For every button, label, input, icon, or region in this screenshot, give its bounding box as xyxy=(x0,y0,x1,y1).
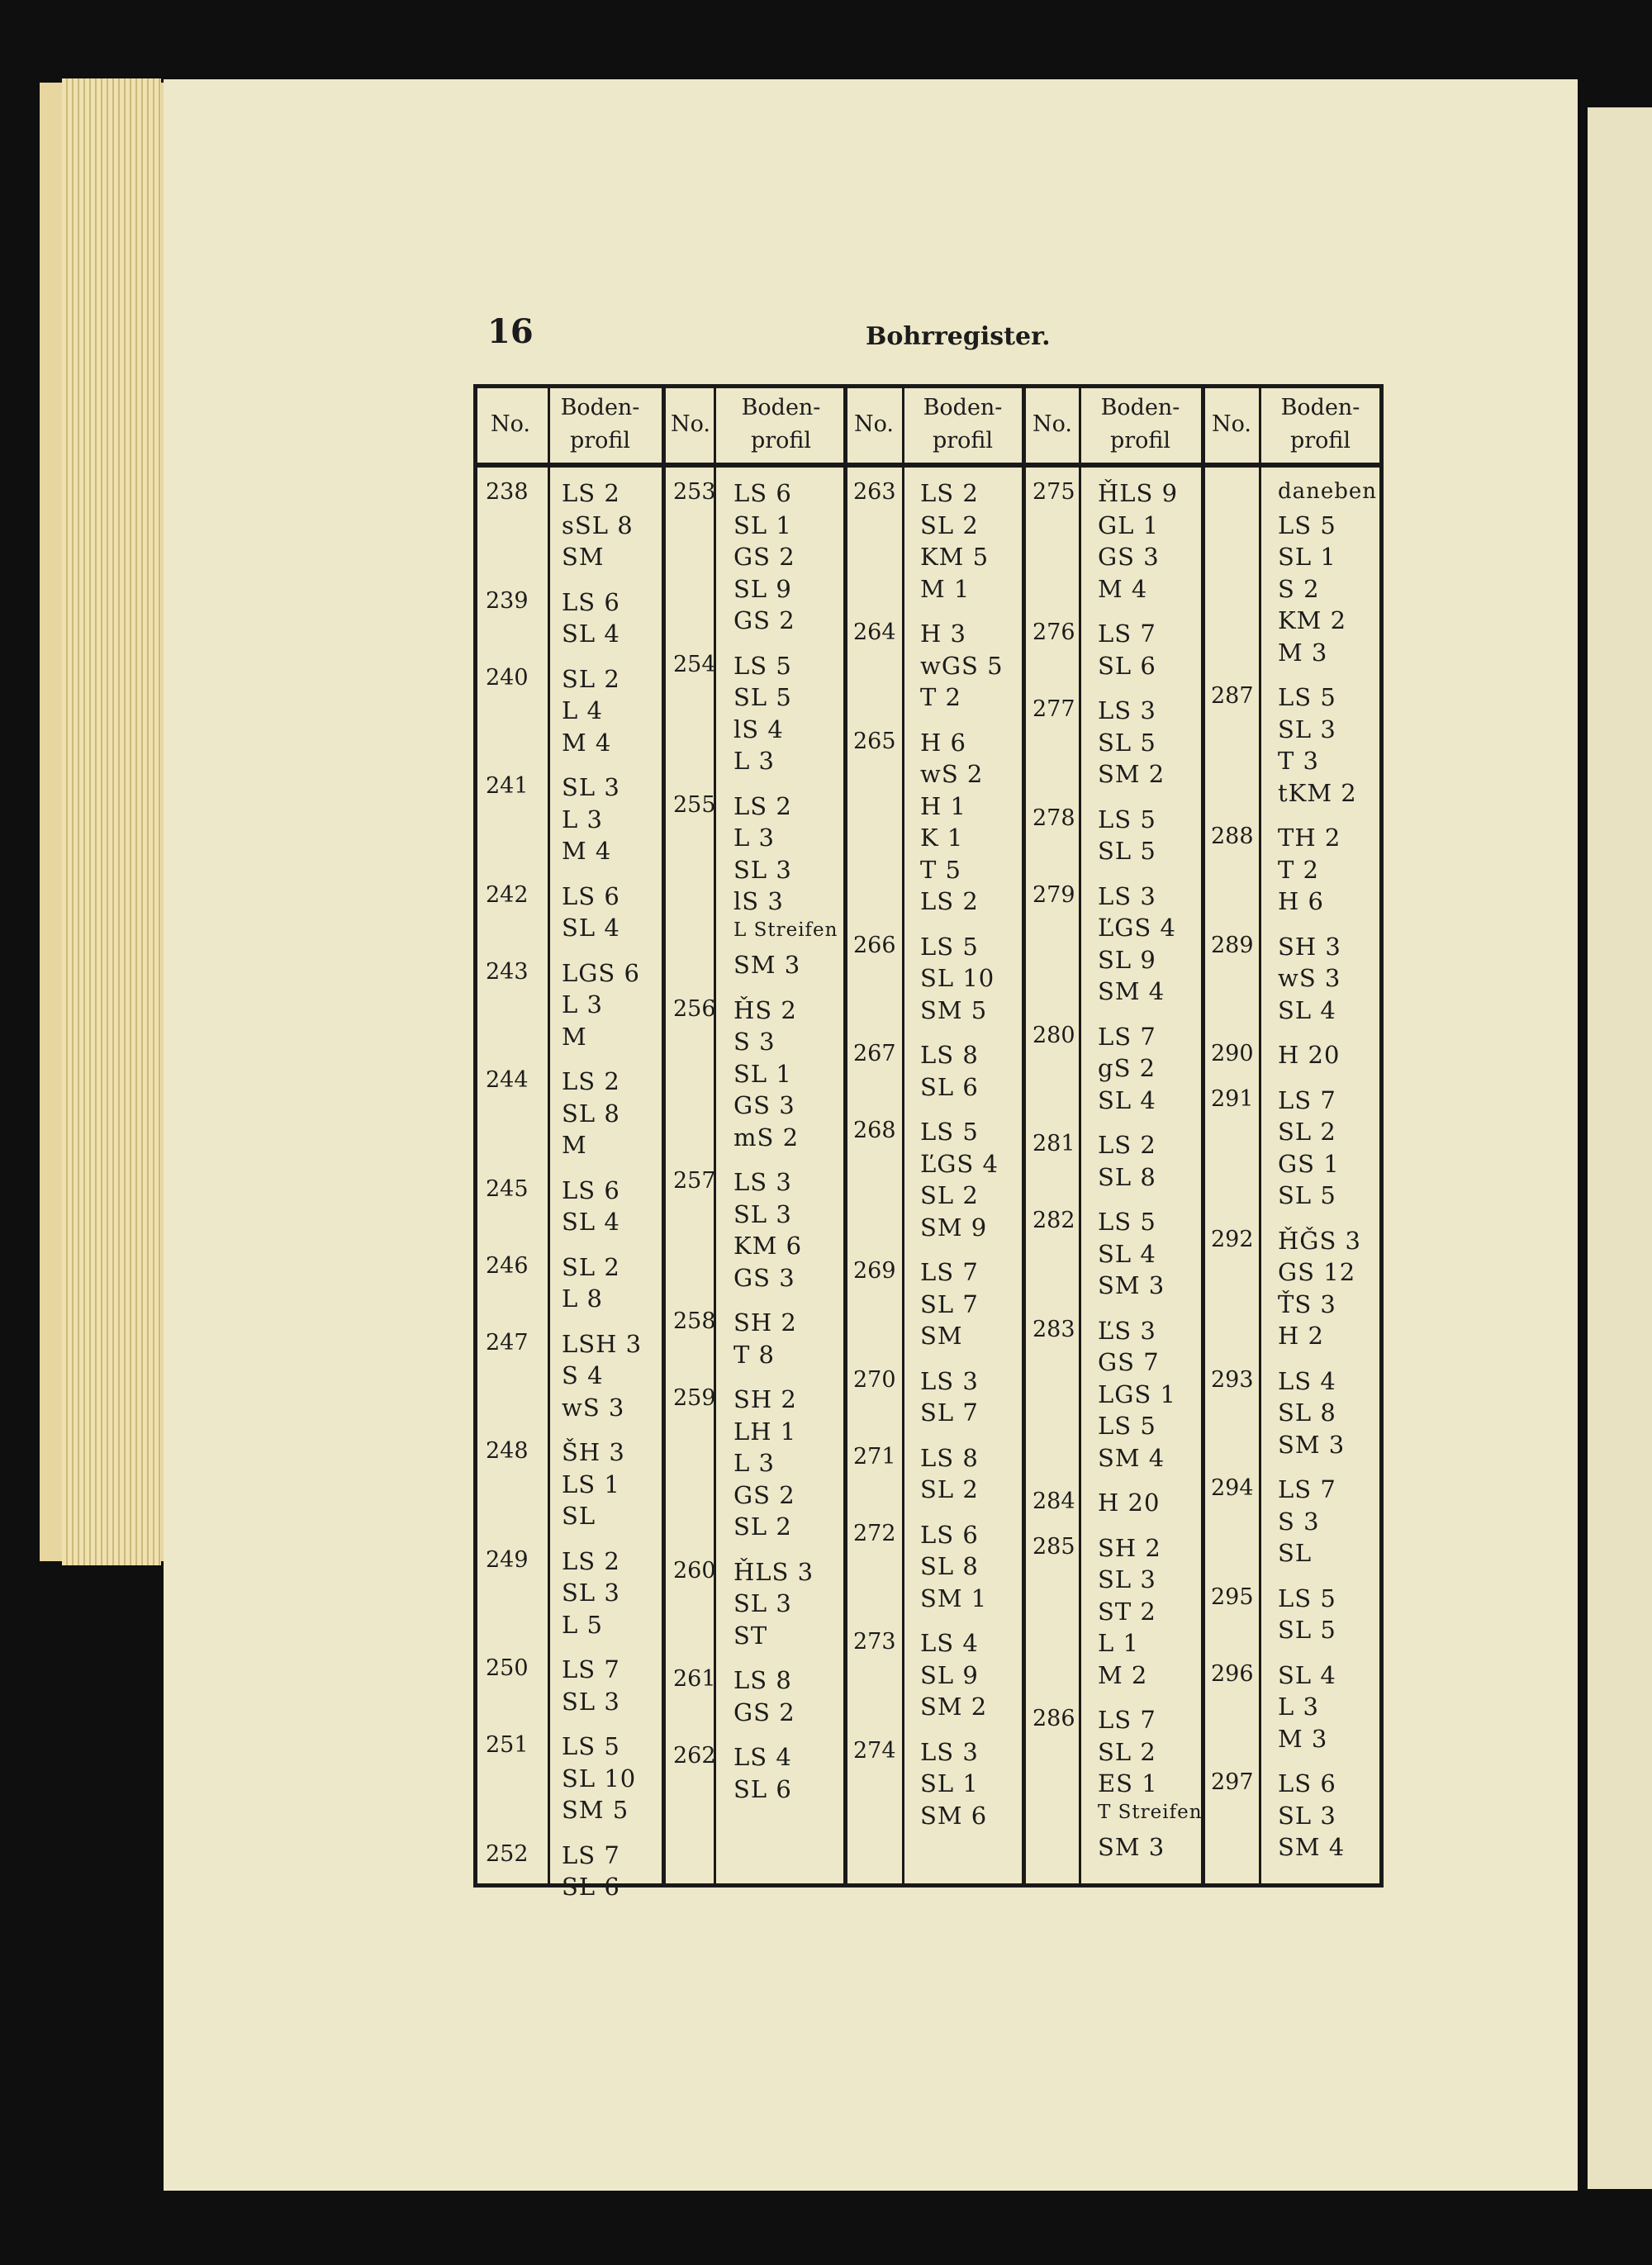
profile-layer: lS 3 xyxy=(733,887,784,915)
profile-layer: LS 2 xyxy=(562,1546,620,1575)
profile-layer: SL 5 xyxy=(1278,1181,1336,1209)
boring-number: 244 xyxy=(486,1067,529,1093)
boring-number: 297 xyxy=(1211,1769,1254,1795)
profile-layer: daneben xyxy=(1278,479,1378,504)
boring-number: 291 xyxy=(1211,1085,1254,1112)
profile-layer: ST xyxy=(733,1621,768,1650)
profile-layer: SL 1 xyxy=(1278,543,1336,571)
profile-layer: T 5 xyxy=(920,855,962,884)
profile-layer: SL 4 xyxy=(1098,1239,1156,1268)
header-no: No. xyxy=(1032,411,1072,437)
profile-layer: LS 5 xyxy=(920,932,979,961)
boring-number: 267 xyxy=(853,1041,896,1066)
page-edges xyxy=(62,78,161,1565)
profile-layer: KM 5 xyxy=(920,543,990,571)
profile-layer: LS 5 xyxy=(1278,683,1336,711)
profile-layer: SM 2 xyxy=(920,1693,988,1721)
profile-layer: H 6 xyxy=(920,728,966,757)
boring-number: 251 xyxy=(486,1732,529,1758)
profile-layer: SL 9 xyxy=(733,574,792,603)
profile-layer: SL 6 xyxy=(920,1072,979,1101)
profile-layer: LS 4 xyxy=(733,1743,792,1771)
profile-layer: SL 2 xyxy=(920,510,979,539)
profile-layer: L 3 xyxy=(562,805,603,833)
profile-layer: SL 4 xyxy=(562,620,620,648)
profile-layer: LS 2 xyxy=(920,479,979,507)
boring-number: 296 xyxy=(1211,1660,1254,1687)
boring-number: 258 xyxy=(673,1308,716,1334)
boring-number: 262 xyxy=(673,1743,716,1769)
profile-layer: LGS 1 xyxy=(1098,1379,1176,1408)
profile-layer: wS 2 xyxy=(920,760,984,788)
boring-number: 288 xyxy=(1211,824,1254,849)
boring-number: 238 xyxy=(486,479,529,505)
boring-number: 264 xyxy=(853,620,896,645)
profile-layer: KM 6 xyxy=(733,1232,803,1260)
profile-layer: LS 3 xyxy=(1098,881,1156,910)
profile-layer: LS 2 xyxy=(920,887,979,915)
profile-layer: tKM 2 xyxy=(1278,778,1357,807)
profile-layer: wS 3 xyxy=(562,1393,625,1422)
profile-layer: SL 9 xyxy=(920,1660,979,1689)
boring-number: 292 xyxy=(1211,1226,1254,1252)
profile-layer: GL 1 xyxy=(1098,510,1160,539)
profile-layer: H 20 xyxy=(1278,1041,1341,1069)
column-rule xyxy=(1022,388,1026,1883)
profile-layer: GS 2 xyxy=(733,543,795,571)
profile-layer: SL 5 xyxy=(1098,837,1156,865)
profile-layer: K 1 xyxy=(920,824,964,852)
header-no: No. xyxy=(854,411,894,437)
profile-layer: SM 2 xyxy=(1098,760,1165,788)
boring-number: 283 xyxy=(1032,1316,1075,1342)
profile-layer: GS 2 xyxy=(733,1480,795,1509)
column-rule xyxy=(714,388,716,1883)
boring-number: 287 xyxy=(1211,683,1254,709)
boring-number: 273 xyxy=(853,1629,896,1655)
profile-layer: LS 6 xyxy=(1278,1769,1336,1797)
boring-number: 259 xyxy=(673,1385,716,1411)
profile-layer: LS 2 xyxy=(562,479,620,507)
profile-layer: LS 6 xyxy=(562,587,620,616)
header-rule xyxy=(473,463,1384,468)
boring-number: 263 xyxy=(853,479,896,505)
profile-layer: ES 1 xyxy=(1098,1769,1158,1797)
profile-layer: SL xyxy=(1278,1539,1313,1567)
boring-number: 254 xyxy=(673,651,716,677)
profile-layer: SL 2 xyxy=(1278,1118,1336,1146)
profile-layer: SL 2 xyxy=(920,1181,979,1209)
profile-layer: SL 6 xyxy=(1098,651,1156,680)
boring-number: 266 xyxy=(853,932,896,958)
page-number: 16 xyxy=(487,312,534,351)
boring-number: 271 xyxy=(853,1443,896,1470)
boring-number: 290 xyxy=(1211,1041,1254,1066)
boring-number: 279 xyxy=(1032,881,1075,908)
profile-layer: ST 2 xyxy=(1098,1597,1156,1626)
boring-number: 284 xyxy=(1032,1489,1075,1514)
profile-layer: SL 3 xyxy=(562,1579,620,1607)
boring-number: 255 xyxy=(673,791,716,818)
profile-layer: SM 6 xyxy=(920,1801,988,1830)
profile-layer: SL 5 xyxy=(1278,1616,1336,1644)
boring-number: 277 xyxy=(1032,696,1075,722)
profile-layer: SM 4 xyxy=(1098,977,1165,1005)
profile-layer: GS 3 xyxy=(1098,543,1160,571)
profile-layer: LS 7 xyxy=(1278,1475,1336,1503)
profile-layer: LS 3 xyxy=(733,1168,792,1196)
profile-layer: LS 7 xyxy=(1098,620,1156,648)
profile-layer: LS 5 xyxy=(920,1118,979,1146)
profile-layer: LS 8 xyxy=(733,1666,792,1694)
profile-layer: LS 5 xyxy=(1098,1412,1156,1440)
profile-layer: S 3 xyxy=(733,1028,776,1056)
profile-layer: SL 4 xyxy=(562,914,620,942)
boring-number: 250 xyxy=(486,1655,529,1681)
profile-layer: LS 2 xyxy=(1098,1131,1156,1159)
profile-layer: LS 8 xyxy=(920,1041,979,1069)
boring-number: 278 xyxy=(1032,805,1075,831)
profile-layer: GS 1 xyxy=(1278,1149,1340,1178)
profile-layer: LS 2 xyxy=(562,1067,620,1095)
profile-layer: SL 3 xyxy=(562,773,620,801)
profile-layer: H 1 xyxy=(920,791,966,820)
profile-layer: L Streifen xyxy=(733,919,838,941)
profile-layer: ŠH 3 xyxy=(562,1438,625,1466)
column-rule xyxy=(1259,388,1261,1883)
profile-layer: M 2 xyxy=(1098,1660,1148,1689)
profile-layer: L 5 xyxy=(562,1610,603,1639)
boring-number: 285 xyxy=(1032,1533,1075,1560)
profile-layer: SL 1 xyxy=(733,510,792,539)
profile-layer: SL 1 xyxy=(920,1769,979,1797)
boring-number: 293 xyxy=(1211,1366,1254,1393)
profile-layer: L 3 xyxy=(733,1449,775,1477)
profile-layer: LS 7 xyxy=(1098,1022,1156,1051)
profile-layer: SL 8 xyxy=(562,1099,620,1128)
profile-layer: SL 6 xyxy=(733,1774,792,1803)
boring-number: 268 xyxy=(853,1118,896,1143)
profile-layer: LS 6 xyxy=(920,1520,979,1549)
profile-layer: SL xyxy=(562,1502,596,1530)
profile-layer: SL 3 xyxy=(733,1199,792,1228)
boring-number: 245 xyxy=(486,1175,529,1202)
header-no: No. xyxy=(1212,411,1251,437)
column-rule xyxy=(548,388,550,1883)
profile-layer: SH 2 xyxy=(733,1385,797,1413)
profile-layer: LS 6 xyxy=(733,479,792,507)
boring-number: 265 xyxy=(853,728,896,754)
boring-number: 241 xyxy=(486,773,529,799)
profile-layer: wS 3 xyxy=(1278,964,1341,992)
boring-number: 281 xyxy=(1032,1131,1075,1156)
profile-layer: L 3 xyxy=(1278,1693,1319,1721)
profile-layer: lS 4 xyxy=(733,715,784,743)
profile-layer: S 3 xyxy=(1278,1507,1320,1536)
boring-number: 289 xyxy=(1211,932,1254,958)
boring-number: 240 xyxy=(486,664,529,691)
profile-layer: ĽS 3 xyxy=(1098,1316,1156,1345)
column-rule xyxy=(843,388,847,1883)
profile-layer: SH 3 xyxy=(1278,932,1341,961)
profile-layer: L 3 xyxy=(562,990,603,1019)
profile-layer: SL 7 xyxy=(920,1289,979,1318)
profile-layer: LS 4 xyxy=(920,1629,979,1657)
header-bodenprofil: Boden- profil xyxy=(1280,395,1360,453)
boring-number: 286 xyxy=(1032,1706,1075,1731)
profile-layer: SL 7 xyxy=(920,1398,979,1427)
profile-layer: S 4 xyxy=(562,1361,604,1389)
profile-layer: M 4 xyxy=(562,837,612,865)
profile-layer: L 3 xyxy=(733,824,775,852)
profile-layer: LS 6 xyxy=(562,1175,620,1204)
boring-number: 243 xyxy=(486,958,529,985)
profile-layer: SL 8 xyxy=(920,1552,979,1580)
profile-layer: GS 12 xyxy=(1278,1258,1356,1286)
profile-layer: T 8 xyxy=(733,1340,776,1369)
profile-layer: gS 2 xyxy=(1098,1054,1156,1082)
profile-layer: LS 3 xyxy=(920,1366,979,1395)
profile-layer: SM 4 xyxy=(1278,1833,1346,1861)
profile-layer: LS 3 xyxy=(920,1737,979,1766)
profile-layer: ȞLS 9 xyxy=(1098,479,1179,507)
profile-layer: SM xyxy=(920,1322,963,1350)
header-bodenprofil: Boden- profil xyxy=(560,395,640,453)
profile-layer: LH 1 xyxy=(733,1417,797,1446)
profile-layer: LS 7 xyxy=(1278,1085,1336,1114)
profile-layer: SL 5 xyxy=(1098,728,1156,757)
boring-number: 274 xyxy=(853,1737,896,1764)
profile-layer: SL 4 xyxy=(1278,1660,1336,1689)
profile-layer: SL 3 xyxy=(1098,1565,1156,1593)
boring-number: 249 xyxy=(486,1546,529,1573)
profile-layer: H 6 xyxy=(1278,887,1324,915)
profile-layer: M xyxy=(562,1131,587,1159)
running-title: Bohrregister. xyxy=(866,322,1051,351)
profile-layer: LS 5 xyxy=(1098,805,1156,833)
header-bodenprofil: Boden- profil xyxy=(923,395,1003,453)
profile-layer: SL 5 xyxy=(733,683,792,711)
boring-number: 239 xyxy=(486,587,529,614)
profile-layer: SL 3 xyxy=(1278,715,1336,743)
profile-layer: L 1 xyxy=(1098,1629,1139,1657)
profile-layer: SM 1 xyxy=(920,1584,988,1612)
profile-layer: SL 8 xyxy=(1278,1398,1336,1427)
profile-layer: M 4 xyxy=(562,728,612,757)
column-rule xyxy=(1201,388,1205,1883)
profile-layer: ŤS 3 xyxy=(1278,1289,1336,1318)
profile-layer: LS 7 xyxy=(1098,1706,1156,1734)
boring-number: 253 xyxy=(673,479,716,505)
profile-layer: SL 6 xyxy=(562,1873,620,1901)
profile-layer: wGS 5 xyxy=(920,651,1004,680)
profile-layer: LS 7 xyxy=(920,1258,979,1286)
profile-layer: SL 2 xyxy=(1098,1737,1156,1766)
boring-number: 242 xyxy=(486,881,529,908)
profile-layer: S 2 xyxy=(1278,574,1320,603)
boring-number: 257 xyxy=(673,1168,716,1194)
profile-layer: SL 10 xyxy=(562,1764,637,1793)
profile-layer: SL 4 xyxy=(1098,1085,1156,1114)
profile-layer: L 3 xyxy=(733,747,775,775)
profile-layer: SL 8 xyxy=(1098,1162,1156,1191)
profile-layer: T 3 xyxy=(1278,747,1320,775)
profile-layer: LS 3 xyxy=(1098,696,1156,724)
profile-layer: L 8 xyxy=(562,1284,603,1313)
page-right-edge xyxy=(1588,107,1652,2189)
boring-number: 276 xyxy=(1032,620,1075,645)
profile-layer: GS 3 xyxy=(733,1263,795,1292)
profile-layer: KM 2 xyxy=(1278,606,1347,634)
profile-layer: mS 2 xyxy=(733,1123,800,1151)
boring-number: 275 xyxy=(1032,479,1075,505)
profile-layer: LS 5 xyxy=(1278,510,1336,539)
boring-number: 252 xyxy=(486,1840,529,1867)
profile-layer: GS 3 xyxy=(733,1091,795,1119)
profile-layer: LS 5 xyxy=(562,1732,620,1760)
profile-layer: LS 7 xyxy=(562,1840,620,1869)
boring-number: 282 xyxy=(1032,1208,1075,1233)
profile-layer: LS 1 xyxy=(562,1470,620,1498)
profile-layer: SL 2 xyxy=(733,1512,792,1541)
profile-layer: ĽGS 4 xyxy=(1098,914,1176,942)
profile-layer: SL 2 xyxy=(562,664,620,693)
profile-layer: LS 2 xyxy=(733,791,792,820)
header-bodenprofil: Boden- profil xyxy=(741,395,821,453)
boring-number: 269 xyxy=(853,1258,896,1284)
profile-layer: M 3 xyxy=(1278,638,1328,667)
profile-layer: SM xyxy=(562,543,605,571)
profile-layer: SM 9 xyxy=(920,1213,988,1242)
profile-layer: SL 3 xyxy=(733,1589,792,1617)
profile-layer: ȞLS 3 xyxy=(733,1557,814,1586)
profile-layer: GS 2 xyxy=(733,606,795,634)
profile-layer: SH 2 xyxy=(733,1308,797,1337)
profile-layer: SH 2 xyxy=(1098,1533,1161,1562)
profile-layer: SL 3 xyxy=(562,1687,620,1716)
profile-layer: TH 2 xyxy=(1278,824,1341,852)
profile-layer: ĽGS 4 xyxy=(920,1149,999,1178)
profile-layer: H 3 xyxy=(920,620,966,648)
profile-layer: SL 4 xyxy=(1278,995,1336,1024)
profile-layer: SM 3 xyxy=(733,951,801,979)
profile-layer: SM 3 xyxy=(1278,1430,1346,1459)
profile-layer: T 2 xyxy=(920,683,962,711)
boring-number: 261 xyxy=(673,1666,716,1692)
profile-layer: L 4 xyxy=(562,696,603,724)
boring-number: 270 xyxy=(853,1366,896,1393)
boring-number: 246 xyxy=(486,1252,529,1279)
profile-layer: SM 5 xyxy=(562,1796,629,1824)
profile-layer: LGS 6 xyxy=(562,958,640,987)
boring-number: 294 xyxy=(1211,1475,1254,1501)
profile-layer: H 2 xyxy=(1278,1322,1324,1350)
boring-number: 272 xyxy=(853,1520,896,1546)
profile-layer: M 4 xyxy=(1098,574,1148,603)
profile-layer: LS 5 xyxy=(1098,1208,1156,1236)
profile-layer: LS 7 xyxy=(562,1655,620,1683)
profile-layer: LS 6 xyxy=(562,881,620,910)
profile-layer: LS 4 xyxy=(1278,1366,1336,1395)
header-bodenprofil: Boden- profil xyxy=(1100,395,1180,453)
column-rule xyxy=(1079,388,1081,1883)
profile-layer: SM 3 xyxy=(1098,1833,1165,1861)
profile-layer: SL 2 xyxy=(920,1475,979,1503)
profile-layer: SM 5 xyxy=(920,995,988,1024)
boring-number: 247 xyxy=(486,1329,529,1356)
profile-layer: GS 2 xyxy=(733,1698,795,1726)
profile-layer: SL 9 xyxy=(1098,945,1156,974)
profile-layer: SL 4 xyxy=(562,1208,620,1236)
header-no: No. xyxy=(491,411,530,437)
profile-layer: LSH 3 xyxy=(562,1329,643,1358)
boring-number: 295 xyxy=(1211,1584,1254,1610)
profile-layer: SM 4 xyxy=(1098,1443,1165,1472)
profile-layer: LS 5 xyxy=(1278,1584,1336,1612)
profile-layer: SL 3 xyxy=(1278,1801,1336,1830)
profile-layer: T 2 xyxy=(1278,855,1320,884)
profile-layer: M 1 xyxy=(920,574,971,603)
profile-layer: LS 5 xyxy=(733,651,792,680)
profile-layer: LS 8 xyxy=(920,1443,979,1472)
profile-layer: SL 10 xyxy=(920,964,995,992)
profile-layer: SM 3 xyxy=(1098,1271,1165,1299)
profile-layer: M 3 xyxy=(1278,1724,1328,1753)
profile-layer: H 20 xyxy=(1098,1489,1161,1517)
profile-layer: sSL 8 xyxy=(562,510,634,539)
profile-layer: M xyxy=(562,1022,587,1051)
column-rule xyxy=(662,388,666,1883)
profile-layer: SL 2 xyxy=(562,1252,620,1281)
header-no: No. xyxy=(671,411,710,437)
boring-number: 260 xyxy=(673,1557,716,1584)
profile-layer: SL 1 xyxy=(733,1059,792,1088)
profile-layer: SL 3 xyxy=(733,855,792,884)
profile-layer: GS 7 xyxy=(1098,1348,1160,1376)
boring-number: 256 xyxy=(673,995,716,1022)
boring-number: 280 xyxy=(1032,1022,1075,1048)
profile-layer: ȞS 2 xyxy=(733,995,797,1024)
boring-number: 248 xyxy=(486,1438,529,1464)
profile-layer: T Streifen xyxy=(1098,1801,1203,1823)
profile-layer: ȞǦS 3 xyxy=(1278,1226,1361,1255)
column-rule xyxy=(902,388,904,1883)
